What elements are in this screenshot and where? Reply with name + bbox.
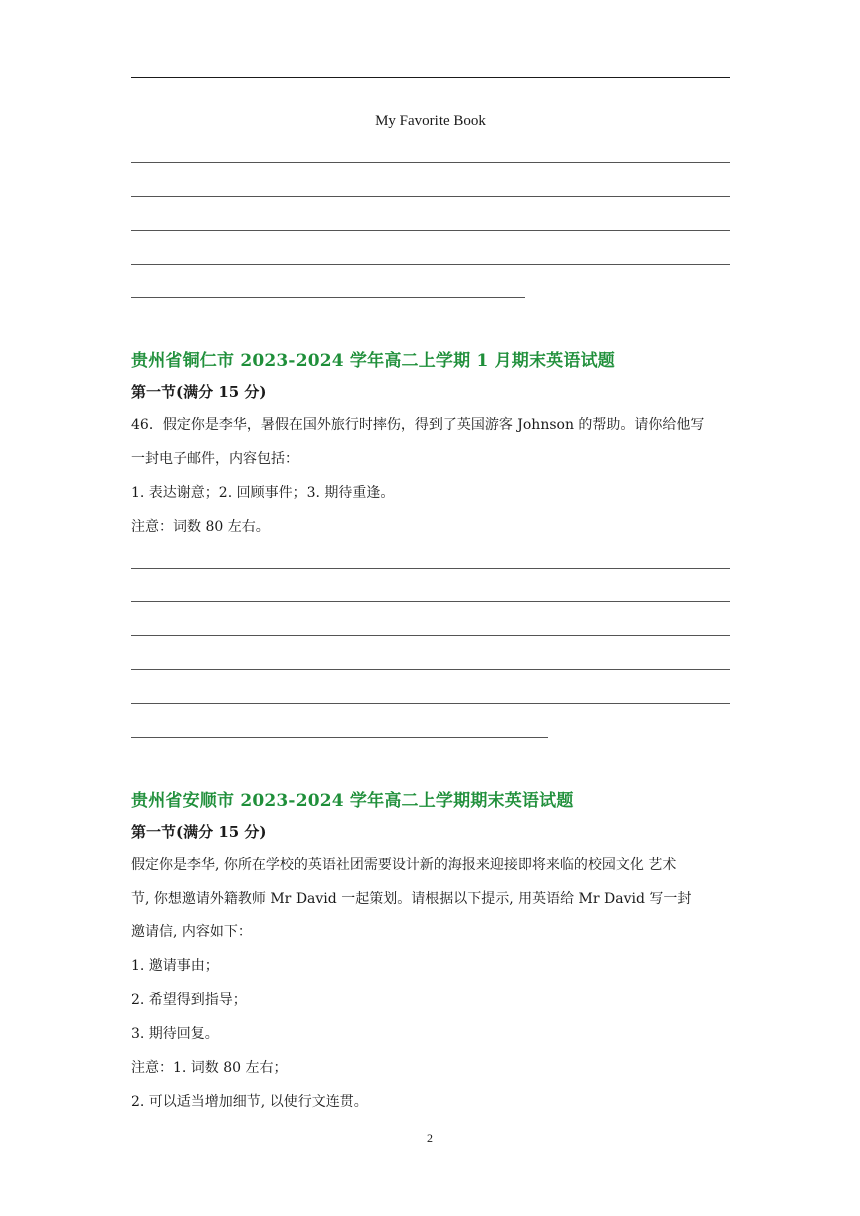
question-text: 假定你是李华, 你所在学校的英语社团需要设计新的海报来迎接即将来临的校园文化 艺术 [131, 857, 677, 873]
writing-line [131, 737, 548, 738]
question-note: 注意：词数 80 左右。 [131, 519, 270, 535]
section-title: 贵州省安顺市 2023-2024 学年高二上学期期末英语试题 [131, 791, 574, 811]
question-text: 46．假定你是李华，暑假在国外旅行时摔伤，得到了英国游客 Johnson 的帮助。请你给他写 [131, 417, 705, 433]
question-point: 2. 希望得到指导； [131, 992, 247, 1008]
writing-line [131, 264, 730, 265]
writing-line [131, 703, 730, 704]
section-subtitle: 第一节(满分 15 分) [131, 383, 267, 401]
writing-line [131, 635, 730, 636]
section-title: 贵州省铜仁市 2023-2024 学年高二上学期 1 月期末英语试题 [131, 351, 615, 371]
writing-line [131, 297, 525, 298]
question-text: 一封电子邮件，内容包括： [131, 451, 299, 467]
writing-line [131, 162, 730, 163]
question-note: 2. 可以适当增加细节, 以使行文连贯。 [131, 1094, 368, 1110]
question-text: 节, 你想邀请外籍教师 Mr David 一起策划。请根据以下提示, 用英语给 Mr David 写一封 [131, 891, 692, 907]
essay-title: My Favorite Book [375, 113, 486, 129]
question-point: 3. 期待回复。 [131, 1026, 219, 1042]
writing-line [131, 230, 730, 231]
writing-line [131, 568, 730, 569]
section-subtitle: 第一节(满分 15 分) [131, 823, 267, 841]
question-point: 1. 邀请事由； [131, 958, 219, 974]
writing-line [131, 601, 730, 602]
question-note: 注意：1. 词数 80 左右； [131, 1060, 288, 1076]
header-rule [131, 77, 730, 78]
writing-line [131, 196, 730, 197]
writing-line [131, 669, 730, 670]
question-text: 邀请信, 内容如下： [131, 924, 252, 940]
page-number: 2 [427, 1131, 433, 1145]
question-points: 1. 表达谢意；2. 回顾事件；3. 期待重逢。 [131, 485, 395, 501]
